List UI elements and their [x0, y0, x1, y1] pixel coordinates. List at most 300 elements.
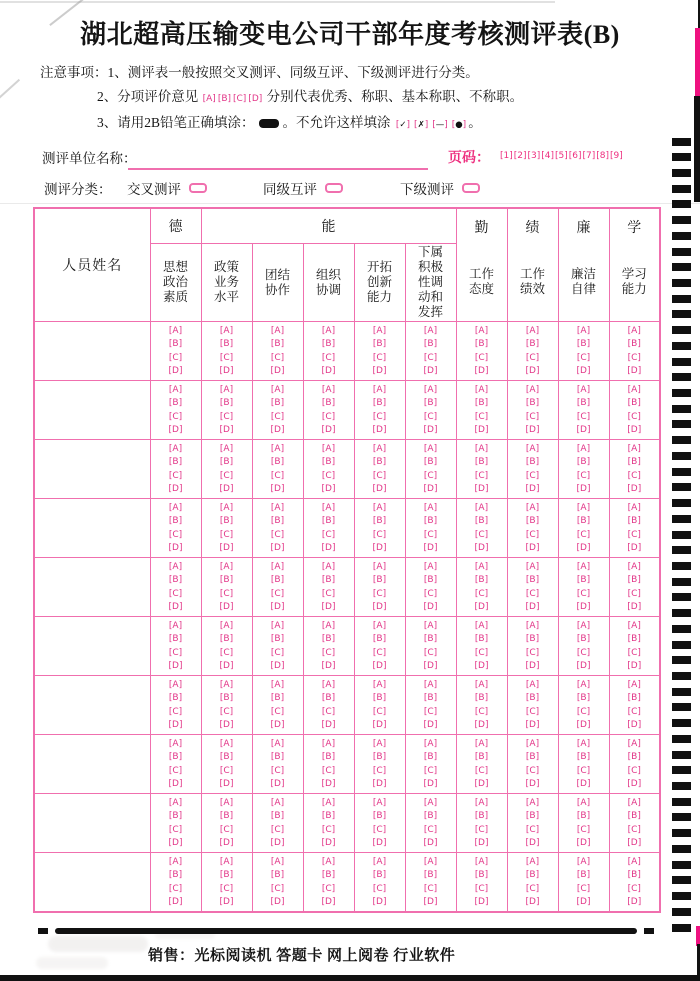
option-bubble-c[interactable]: [C] — [474, 529, 489, 540]
option-bubble-c[interactable]: [C] — [219, 411, 234, 422]
option-bubble-c[interactable]: [C] — [372, 647, 387, 658]
option-bubble-d[interactable]: [D] — [576, 484, 591, 495]
option-bubble-d[interactable]: [D] — [219, 661, 234, 672]
option-bubble-d[interactable]: [D] — [423, 779, 438, 790]
name-cell[interactable] — [34, 676, 150, 735]
option-bubble-d[interactable]: [D] — [576, 661, 591, 672]
page-number-option[interactable]: [7] — [582, 151, 596, 161]
option-bubble-d[interactable]: [D] — [168, 602, 183, 613]
option-bubble-b[interactable]: [B] — [219, 575, 234, 586]
option-bubble-d[interactable]: [D] — [627, 543, 642, 554]
option-bubble-b[interactable]: [B] — [525, 634, 540, 645]
option-bubble-b[interactable]: [B] — [270, 634, 285, 645]
option-bubble-a[interactable]: [A] — [474, 797, 489, 808]
option-bubble-a[interactable]: [A] — [219, 620, 234, 631]
option-bubble-d[interactable]: [D] — [372, 779, 387, 790]
option-bubble-d[interactable]: [D] — [270, 720, 285, 731]
option-bubble-a[interactable]: [A] — [576, 443, 591, 454]
option-bubble-c[interactable]: [C] — [627, 765, 641, 776]
option-bubble-d[interactable]: [D] — [474, 543, 489, 554]
option-bubble-d[interactable]: [D] — [219, 484, 234, 495]
option-bubble-b[interactable]: [B] — [423, 575, 438, 586]
option-bubble-c[interactable]: [C] — [474, 765, 489, 776]
option-bubble-d[interactable]: [D] — [321, 779, 336, 790]
option-bubble-a[interactable]: [A] — [525, 325, 540, 336]
option-bubble-a[interactable]: [A] — [270, 738, 285, 749]
option-bubble-b[interactable]: [B] — [168, 457, 183, 468]
option-bubble-b[interactable]: [B] — [423, 870, 438, 881]
option-bubble-b[interactable]: [B] — [627, 870, 641, 881]
option-bubble-d[interactable]: [D] — [627, 661, 642, 672]
option-bubble-c[interactable]: [C] — [321, 529, 336, 540]
option-bubble-d[interactable]: [D] — [525, 602, 540, 613]
option-bubble-c[interactable]: [C] — [372, 588, 387, 599]
option-bubble-c[interactable]: [C] — [423, 529, 438, 540]
option-bubble-b[interactable]: [B] — [423, 693, 438, 704]
option-bubble-d[interactable]: [D] — [423, 543, 438, 554]
option-bubble-c[interactable]: [C] — [270, 706, 285, 717]
option-bubble-b[interactable]: [B] — [270, 457, 285, 468]
option-bubble-c[interactable]: [C] — [321, 883, 336, 894]
option-bubble-b[interactable]: [B] — [372, 575, 387, 586]
option-bubble-a[interactable]: [A] — [576, 738, 591, 749]
page-number-option[interactable]: [2] — [513, 151, 527, 161]
category-checkbox-cross[interactable] — [189, 183, 207, 193]
option-bubble-c[interactable]: [C] — [474, 647, 489, 658]
option-bubble-c[interactable]: [C] — [474, 411, 489, 422]
option-bubble-d[interactable]: [D] — [576, 425, 591, 436]
option-bubble-b[interactable]: [B] — [372, 752, 387, 763]
option-bubble-a[interactable]: [A] — [576, 679, 591, 690]
option-bubble-c[interactable]: [C] — [270, 411, 285, 422]
option-bubble-a[interactable]: [A] — [627, 620, 641, 631]
option-bubble-b[interactable]: [B] — [321, 693, 336, 704]
option-bubble-d[interactable]: [D] — [576, 720, 591, 731]
option-bubble-d[interactable]: [D] — [270, 838, 285, 849]
option-bubble-a[interactable]: [A] — [321, 325, 336, 336]
option-bubble-d[interactable]: [D] — [168, 838, 183, 849]
category-checkbox-subordinate[interactable] — [462, 183, 480, 193]
option-bubble-c[interactable]: [C] — [270, 352, 285, 363]
option-bubble-a[interactable]: [A] — [168, 797, 183, 808]
option-bubble-b[interactable]: [B] — [576, 693, 591, 704]
option-bubble-c[interactable]: [C] — [270, 883, 285, 894]
option-bubble-a[interactable]: [A] — [423, 384, 438, 395]
option-bubble-c[interactable]: [C] — [168, 647, 183, 658]
option-bubble-a[interactable]: [A] — [423, 738, 438, 749]
option-bubble-d[interactable]: [D] — [423, 425, 438, 436]
option-bubble-a[interactable]: [A] — [270, 502, 285, 513]
option-bubble-c[interactable]: [C] — [270, 470, 285, 481]
option-bubble-a[interactable]: [A] — [423, 620, 438, 631]
option-bubble-b[interactable]: [B] — [372, 516, 387, 527]
option-bubble-a[interactable]: [A] — [219, 679, 234, 690]
option-bubble-d[interactable]: [D] — [474, 661, 489, 672]
option-bubble-a[interactable]: [A] — [576, 502, 591, 513]
option-bubble-a[interactable]: [A] — [474, 384, 489, 395]
option-bubble-d[interactable]: [D] — [474, 720, 489, 731]
option-bubble-b[interactable]: [B] — [270, 693, 285, 704]
option-bubble-b[interactable]: [B] — [576, 398, 591, 409]
option-bubble-a[interactable]: [A] — [168, 620, 183, 631]
option-bubble-b[interactable]: [B] — [525, 870, 540, 881]
option-bubble-d[interactable]: [D] — [627, 425, 642, 436]
option-bubble-b[interactable]: [B] — [321, 811, 336, 822]
option-bubble-d[interactable]: [D] — [423, 838, 438, 849]
option-bubble-c[interactable]: [C] — [321, 352, 336, 363]
option-bubble-c[interactable]: [C] — [168, 765, 183, 776]
option-bubble-b[interactable]: [B] — [576, 811, 591, 822]
option-bubble-b[interactable]: [B] — [627, 634, 641, 645]
option-bubble-a[interactable]: [A] — [372, 443, 387, 454]
option-bubble-d[interactable]: [D] — [270, 484, 285, 495]
option-bubble-a[interactable]: [A] — [219, 797, 234, 808]
option-bubble-c[interactable]: [C] — [219, 529, 234, 540]
option-bubble-a[interactable]: [A] — [627, 502, 641, 513]
option-bubble-b[interactable]: [B] — [423, 457, 438, 468]
option-bubble-b[interactable]: [B] — [168, 516, 183, 527]
category-checkbox-peer[interactable] — [325, 183, 343, 193]
option-bubble-a[interactable]: [A] — [219, 325, 234, 336]
option-bubble-b[interactable]: [B] — [474, 516, 489, 527]
option-bubble-a[interactable]: [A] — [423, 325, 438, 336]
option-bubble-b[interactable]: [B] — [525, 752, 540, 763]
option-bubble-a[interactable]: [A] — [372, 620, 387, 631]
option-bubble-a[interactable]: [A] — [270, 620, 285, 631]
option-bubble-c[interactable]: [C] — [219, 883, 234, 894]
option-bubble-a[interactable]: [A] — [168, 384, 183, 395]
option-bubble-d[interactable]: [D] — [219, 897, 234, 908]
name-cell[interactable] — [34, 617, 150, 676]
option-bubble-d[interactable]: [D] — [576, 838, 591, 849]
option-bubble-b[interactable]: [B] — [423, 752, 438, 763]
option-bubble-c[interactable]: [C] — [321, 411, 336, 422]
option-bubble-d[interactable]: [D] — [321, 897, 336, 908]
option-bubble-d[interactable]: [D] — [372, 720, 387, 731]
option-bubble-d[interactable]: [D] — [219, 779, 234, 790]
option-bubble-d[interactable]: [D] — [525, 425, 540, 436]
option-bubble-d[interactable]: [D] — [321, 484, 336, 495]
option-bubble-b[interactable]: [B] — [219, 457, 234, 468]
option-bubble-a[interactable]: [A] — [321, 856, 336, 867]
option-bubble-d[interactable]: [D] — [219, 720, 234, 731]
option-bubble-b[interactable]: [B] — [423, 339, 438, 350]
option-bubble-c[interactable]: [C] — [627, 706, 641, 717]
page-number-option[interactable]: [6] — [568, 151, 582, 161]
option-bubble-a[interactable]: [A] — [627, 679, 641, 690]
option-bubble-d[interactable]: [D] — [372, 366, 387, 377]
option-bubble-d[interactable]: [D] — [372, 484, 387, 495]
option-bubble-b[interactable]: [B] — [423, 398, 438, 409]
option-bubble-c[interactable]: [C] — [219, 765, 234, 776]
option-bubble-b[interactable]: [B] — [525, 575, 540, 586]
option-bubble-c[interactable]: [C] — [627, 824, 641, 835]
option-bubble-a[interactable]: [A] — [168, 679, 183, 690]
option-bubble-c[interactable]: [C] — [219, 647, 234, 658]
option-bubble-b[interactable]: [B] — [627, 457, 641, 468]
option-bubble-a[interactable]: [A] — [474, 738, 489, 749]
option-bubble-a[interactable]: [A] — [474, 561, 489, 572]
option-bubble-b[interactable]: [B] — [423, 516, 438, 527]
option-bubble-c[interactable]: [C] — [321, 765, 336, 776]
option-bubble-c[interactable]: [C] — [627, 883, 641, 894]
option-bubble-d[interactable]: [D] — [270, 897, 285, 908]
option-bubble-d[interactable]: [D] — [576, 897, 591, 908]
option-bubble-b[interactable]: [B] — [168, 634, 183, 645]
option-bubble-c[interactable]: [C] — [168, 529, 183, 540]
option-bubble-c[interactable]: [C] — [576, 647, 591, 658]
option-bubble-c[interactable]: [C] — [372, 765, 387, 776]
option-bubble-c[interactable]: [C] — [219, 824, 234, 835]
option-bubble-d[interactable]: [D] — [270, 779, 285, 790]
option-bubble-a[interactable]: [A] — [219, 443, 234, 454]
option-bubble-d[interactable]: [D] — [525, 779, 540, 790]
option-bubble-c[interactable]: [C] — [525, 411, 540, 422]
option-bubble-b[interactable]: [B] — [270, 516, 285, 527]
option-bubble-c[interactable]: [C] — [525, 529, 540, 540]
option-bubble-c[interactable]: [C] — [270, 647, 285, 658]
option-bubble-b[interactable]: [B] — [372, 693, 387, 704]
option-bubble-d[interactable]: [D] — [219, 602, 234, 613]
option-bubble-c[interactable]: [C] — [219, 706, 234, 717]
option-bubble-d[interactable]: [D] — [525, 661, 540, 672]
option-bubble-d[interactable]: [D] — [576, 779, 591, 790]
option-bubble-c[interactable]: [C] — [627, 352, 641, 363]
option-bubble-c[interactable]: [C] — [576, 352, 591, 363]
option-bubble-c[interactable]: [C] — [168, 470, 183, 481]
option-bubble-c[interactable]: [C] — [321, 588, 336, 599]
page-number-option[interactable]: [1] — [500, 151, 513, 161]
option-bubble-a[interactable]: [A] — [372, 797, 387, 808]
option-bubble-b[interactable]: [B] — [168, 811, 183, 822]
option-bubble-b[interactable]: [B] — [372, 870, 387, 881]
option-bubble-b[interactable]: [B] — [270, 398, 285, 409]
option-bubble-a[interactable]: [A] — [423, 679, 438, 690]
option-bubble-a[interactable]: [A] — [525, 856, 540, 867]
page-number-option[interactable]: [3] — [527, 151, 541, 161]
option-bubble-c[interactable]: [C] — [372, 706, 387, 717]
option-bubble-c[interactable]: [C] — [423, 765, 438, 776]
option-bubble-b[interactable]: [B] — [321, 870, 336, 881]
option-bubble-b[interactable]: [B] — [474, 575, 489, 586]
option-bubble-d[interactable]: [D] — [321, 838, 336, 849]
option-bubble-c[interactable]: [C] — [270, 824, 285, 835]
option-bubble-c[interactable]: [C] — [576, 470, 591, 481]
option-bubble-b[interactable]: [B] — [270, 575, 285, 586]
option-bubble-b[interactable]: [B] — [525, 516, 540, 527]
option-bubble-d[interactable]: [D] — [270, 425, 285, 436]
option-bubble-a[interactable]: [A] — [321, 561, 336, 572]
option-bubble-b[interactable]: [B] — [474, 398, 489, 409]
option-bubble-d[interactable]: [D] — [627, 779, 642, 790]
option-bubble-d[interactable]: [D] — [219, 838, 234, 849]
option-bubble-a[interactable]: [A] — [576, 561, 591, 572]
option-bubble-d[interactable]: [D] — [270, 661, 285, 672]
option-bubble-a[interactable]: [A] — [270, 325, 285, 336]
name-cell[interactable] — [34, 440, 150, 499]
name-cell[interactable] — [34, 499, 150, 558]
option-bubble-a[interactable]: [A] — [168, 502, 183, 513]
option-bubble-b[interactable]: [B] — [219, 870, 234, 881]
option-bubble-a[interactable]: [A] — [576, 620, 591, 631]
option-bubble-b[interactable]: [B] — [219, 339, 234, 350]
option-bubble-b[interactable]: [B] — [627, 693, 641, 704]
option-bubble-d[interactable]: [D] — [423, 366, 438, 377]
option-bubble-c[interactable]: [C] — [627, 529, 641, 540]
option-bubble-c[interactable]: [C] — [372, 883, 387, 894]
option-bubble-c[interactable]: [C] — [525, 588, 540, 599]
option-bubble-c[interactable]: [C] — [627, 470, 641, 481]
option-bubble-a[interactable]: [A] — [525, 797, 540, 808]
option-bubble-b[interactable]: [B] — [219, 811, 234, 822]
name-cell[interactable] — [34, 853, 150, 913]
option-bubble-a[interactable]: [A] — [168, 856, 183, 867]
option-bubble-a[interactable]: [A] — [372, 561, 387, 572]
option-bubble-a[interactable]: [A] — [423, 443, 438, 454]
option-bubble-c[interactable]: [C] — [372, 411, 387, 422]
option-bubble-d[interactable]: [D] — [627, 838, 642, 849]
option-bubble-d[interactable]: [D] — [219, 366, 234, 377]
option-bubble-d[interactable]: [D] — [474, 425, 489, 436]
option-bubble-c[interactable]: [C] — [474, 824, 489, 835]
option-bubble-d[interactable]: [D] — [525, 366, 540, 377]
option-bubble-d[interactable]: [D] — [168, 779, 183, 790]
option-bubble-c[interactable]: [C] — [474, 706, 489, 717]
option-bubble-d[interactable]: [D] — [168, 366, 183, 377]
option-bubble-c[interactable]: [C] — [321, 824, 336, 835]
option-bubble-c[interactable]: [C] — [423, 352, 438, 363]
option-bubble-b[interactable]: [B] — [168, 870, 183, 881]
option-bubble-c[interactable]: [C] — [525, 647, 540, 658]
option-bubble-a[interactable]: [A] — [525, 561, 540, 572]
option-bubble-c[interactable]: [C] — [525, 824, 540, 835]
option-bubble-d[interactable]: [D] — [270, 543, 285, 554]
page-number-option[interactable]: [4] — [541, 151, 554, 161]
option-bubble-b[interactable]: [B] — [474, 693, 489, 704]
option-bubble-d[interactable]: [D] — [423, 484, 438, 495]
option-bubble-d[interactable]: [D] — [474, 838, 489, 849]
option-bubble-c[interactable]: [C] — [423, 470, 438, 481]
option-bubble-d[interactable]: [D] — [576, 366, 591, 377]
option-bubble-d[interactable]: [D] — [627, 484, 642, 495]
option-bubble-b[interactable]: [B] — [627, 575, 641, 586]
option-bubble-a[interactable]: [A] — [372, 384, 387, 395]
option-bubble-d[interactable]: [D] — [372, 838, 387, 849]
option-bubble-b[interactable]: [B] — [270, 339, 285, 350]
option-bubble-c[interactable]: [C] — [423, 411, 438, 422]
option-bubble-a[interactable]: [A] — [576, 856, 591, 867]
option-bubble-d[interactable]: [D] — [525, 897, 540, 908]
option-bubble-c[interactable]: [C] — [423, 706, 438, 717]
option-bubble-d[interactable]: [D] — [321, 425, 336, 436]
option-bubble-b[interactable]: [B] — [321, 339, 336, 350]
option-bubble-a[interactable]: [A] — [372, 502, 387, 513]
option-bubble-a[interactable]: [A] — [270, 856, 285, 867]
option-bubble-a[interactable]: [A] — [525, 384, 540, 395]
option-bubble-c[interactable]: [C] — [372, 470, 387, 481]
option-bubble-b[interactable]: [B] — [627, 516, 641, 527]
option-bubble-d[interactable]: [D] — [627, 366, 642, 377]
option-bubble-d[interactable]: [D] — [423, 602, 438, 613]
option-bubble-c[interactable]: [C] — [372, 824, 387, 835]
option-bubble-a[interactable]: [A] — [270, 561, 285, 572]
option-bubble-b[interactable]: [B] — [525, 457, 540, 468]
option-bubble-d[interactable]: [D] — [321, 602, 336, 613]
option-bubble-a[interactable]: [A] — [627, 738, 641, 749]
option-bubble-c[interactable]: [C] — [576, 883, 591, 894]
option-bubble-b[interactable]: [B] — [168, 693, 183, 704]
option-bubble-d[interactable]: [D] — [372, 425, 387, 436]
option-bubble-b[interactable]: [B] — [525, 398, 540, 409]
option-bubble-b[interactable]: [B] — [321, 457, 336, 468]
option-bubble-a[interactable]: [A] — [321, 502, 336, 513]
option-bubble-c[interactable]: [C] — [576, 706, 591, 717]
option-bubble-d[interactable]: [D] — [168, 720, 183, 731]
option-bubble-d[interactable]: [D] — [168, 425, 183, 436]
option-bubble-d[interactable]: [D] — [627, 720, 642, 731]
option-bubble-a[interactable]: [A] — [525, 502, 540, 513]
option-bubble-d[interactable]: [D] — [168, 484, 183, 495]
option-bubble-d[interactable]: [D] — [423, 661, 438, 672]
option-bubble-a[interactable]: [A] — [372, 325, 387, 336]
option-bubble-a[interactable]: [A] — [627, 443, 641, 454]
option-bubble-b[interactable]: [B] — [576, 339, 591, 350]
option-bubble-b[interactable]: [B] — [423, 634, 438, 645]
option-bubble-c[interactable]: [C] — [270, 529, 285, 540]
option-bubble-b[interactable]: [B] — [576, 516, 591, 527]
option-bubble-a[interactable]: [A] — [627, 325, 641, 336]
option-bubble-b[interactable]: [B] — [372, 634, 387, 645]
option-bubble-b[interactable]: [B] — [321, 575, 336, 586]
option-bubble-c[interactable]: [C] — [576, 411, 591, 422]
option-bubble-b[interactable]: [B] — [270, 870, 285, 881]
option-bubble-b[interactable]: [B] — [372, 339, 387, 350]
option-bubble-c[interactable]: [C] — [474, 883, 489, 894]
option-bubble-a[interactable]: [A] — [270, 443, 285, 454]
option-bubble-d[interactable]: [D] — [525, 543, 540, 554]
option-bubble-c[interactable]: [C] — [372, 529, 387, 540]
option-bubble-a[interactable]: [A] — [423, 856, 438, 867]
option-bubble-a[interactable]: [A] — [372, 856, 387, 867]
option-bubble-a[interactable]: [A] — [627, 856, 641, 867]
option-bubble-b[interactable]: [B] — [168, 752, 183, 763]
option-bubble-a[interactable]: [A] — [474, 856, 489, 867]
option-bubble-d[interactable]: [D] — [219, 543, 234, 554]
option-bubble-b[interactable]: [B] — [372, 398, 387, 409]
option-bubble-c[interactable]: [C] — [423, 588, 438, 599]
option-bubble-a[interactable]: [A] — [525, 620, 540, 631]
option-bubble-a[interactable]: [A] — [525, 738, 540, 749]
option-bubble-d[interactable]: [D] — [372, 661, 387, 672]
option-bubble-b[interactable]: [B] — [219, 634, 234, 645]
option-bubble-d[interactable]: [D] — [525, 838, 540, 849]
page-number-option[interactable]: [5] — [555, 151, 568, 161]
option-bubble-a[interactable]: [A] — [423, 797, 438, 808]
option-bubble-b[interactable]: [B] — [372, 811, 387, 822]
option-bubble-b[interactable]: [B] — [321, 516, 336, 527]
option-bubble-c[interactable]: [C] — [168, 411, 183, 422]
name-cell[interactable] — [34, 735, 150, 794]
option-bubble-a[interactable]: [A] — [627, 384, 641, 395]
option-bubble-b[interactable]: [B] — [474, 811, 489, 822]
option-bubble-a[interactable]: [A] — [525, 679, 540, 690]
option-bubble-b[interactable]: [B] — [372, 457, 387, 468]
option-bubble-c[interactable]: [C] — [219, 352, 234, 363]
option-bubble-c[interactable]: [C] — [525, 470, 540, 481]
option-bubble-c[interactable]: [C] — [525, 765, 540, 776]
option-bubble-b[interactable]: [B] — [576, 457, 591, 468]
option-bubble-c[interactable]: [C] — [168, 824, 183, 835]
